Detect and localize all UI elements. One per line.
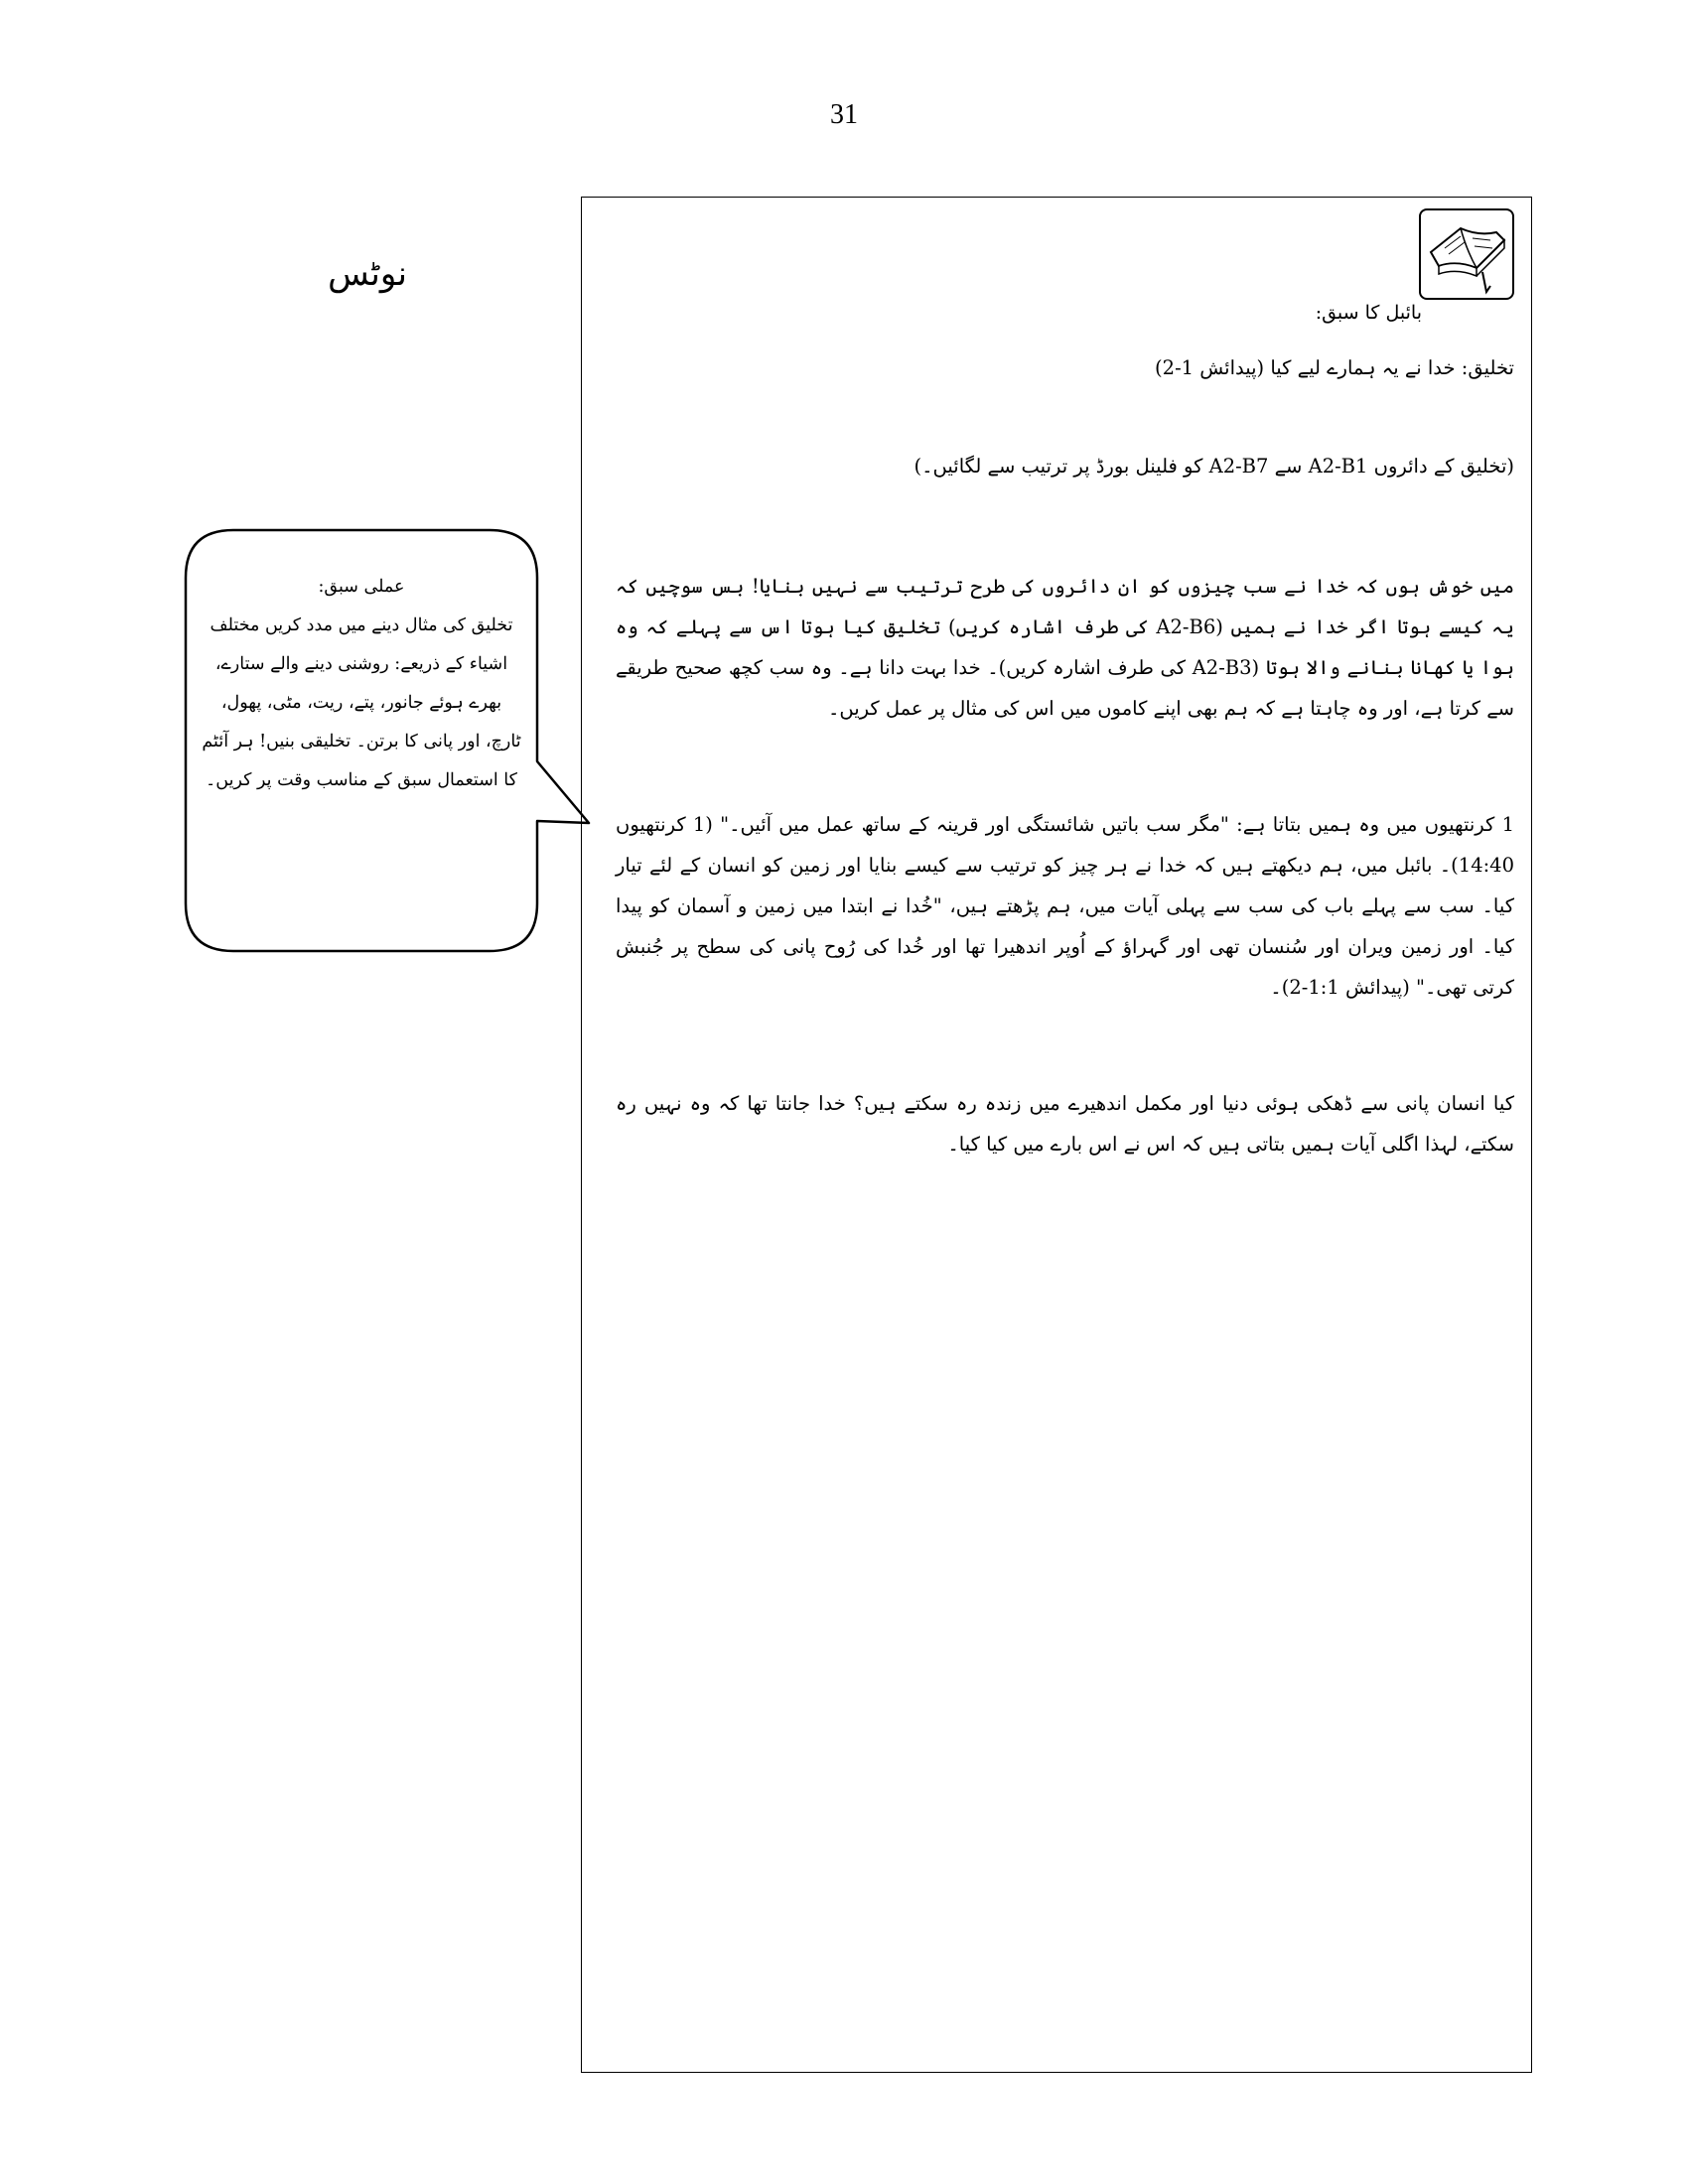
page-number: 31 (830, 99, 858, 130)
practical-lesson-bubble (184, 528, 539, 955)
lesson-paragraph: 1 کرنتھیوں میں وہ ہمیں بتاتا ہے: "مگر سب باتیں شائستگی اور قرینہ کے ساتھ عمل میں آئیں۔" (1 کرنتھیوں 14:40)۔ بائبل میں، ہم دیکھتے ہیں کہ خدا نے ہر چیز کو ترتیب سے کیسے بنایا اور زمین کو انسان کے لئے تیار کیا۔ سب سے پہلے باب کی سب سے پہلی آیات میں، ہم پڑھتے ہیں، "خُدا نے ابتدا میں زمین و آسمان کو پیدا کیا۔ اور زمین ویران اور سُنسان تھی اور گہراؤ کے اُوپر اندھیرا تھا اور خُدا کی رُوح پانی کی سطح پر جُنبش کرتی تھی۔" (پیدائش 1:1-2)۔ (616, 813, 1515, 999)
practical-lesson-heading: عملی سبق: (318, 577, 405, 597)
lesson-instruction: (تخلیق کے دائروں A2-B1 سے A2-B7 کو فلینل بورڈ پر ترتیب سے لگائیں۔) (914, 455, 1514, 478)
open-book-icon (1419, 208, 1514, 300)
lesson-paragraph: کیا انسان پانی سے ڈھکی ہوئی دنیا اور مکمل اندھیرے میں زندہ رہ سکتے ہیں؟ خدا جانتا تھا کہ وہ نہیں رہ سکتے، لہذا اگلی آیات ہمیں بتاتی ہیں کہ اس نے اس بارے میں کیا کیا۔ (616, 1092, 1514, 1156)
lesson-paragraph: میں خوش ہوں کہ خدا نے سب چیزوں کو ان دائروں کی طرح ترتیب سے نہیں بنایا! بس سوچیں کہ یہ کیسے ہوتا اگر خدا نے ہمیں (A2-B6 کی طرف اشارہ کریں) تخلیق کیا ہوتا اس سے پہلے کہ وہ ہوا یا کھانا بنانے والا ہوتا (A2-B3 کی طرف اشارہ کریں)۔ خدا بہت دانا ہے۔ وہ سب کچھ صحیح طریقے سے کرتا ہے، اور وہ چاہتا ہے کہ ہم بھی اپنے کاموں میں اس کی مثال پر عمل کریں۔ (616, 575, 1515, 720)
notes-title: نوٹس (328, 254, 407, 294)
lesson-subtitle: تخلیق: خدا نے یہ ہمارے لیے کیا (پیدائش 1-2) (1155, 356, 1514, 379)
practical-lesson-body: تخلیق کی مثال دینے میں مدد کریں مختلف اشیاء کے ذریعے: روشنی دینے والے ستارے، بھرے ہوئے جانور، پتے، ریت، مٹی، پھول، ٹارچ، اور پانی کا برتن۔ تخلیقی بنیں! ہر آئٹم کا استعمال سبق کے مناسب وقت پر کریں۔ (202, 615, 521, 790)
practical-lesson-text (202, 568, 521, 800)
lesson-content (616, 347, 1514, 1164)
bible-lesson-label: بائبل کا سبق: (1315, 302, 1422, 324)
